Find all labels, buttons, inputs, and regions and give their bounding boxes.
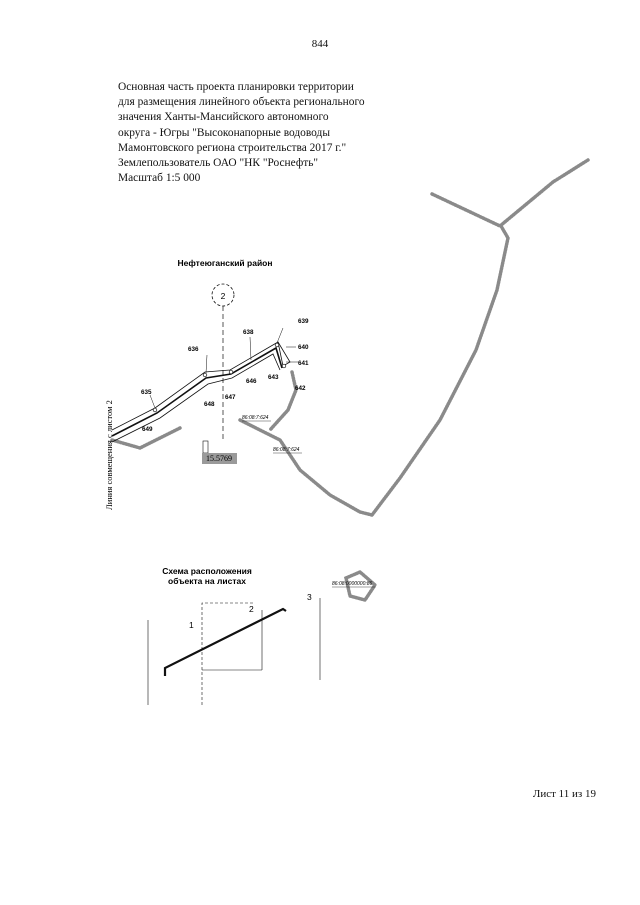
- parcel-label: 15.5769: [206, 454, 232, 463]
- point-label-649: 649: [142, 426, 153, 433]
- schema-sheet-1: 1: [189, 620, 194, 630]
- page-number: 844: [311, 38, 329, 50]
- point-marker: [282, 364, 286, 368]
- point-label-646: 646: [246, 378, 257, 385]
- heading-line: значения Ханты-Мансийского автономного: [118, 111, 329, 124]
- heading-line: Землепользователь ОАО "НК "Роснефть": [118, 157, 319, 170]
- cadastral-number: 86:08:7:624: [242, 415, 269, 421]
- point-label-639: 639: [298, 318, 309, 325]
- scale-line: Масштаб 1:5 000: [118, 172, 201, 185]
- leader-line: [250, 337, 251, 360]
- point-marker: [275, 343, 279, 347]
- point-marker: [203, 373, 207, 377]
- heading-line: округа - Югры "Высоконапорные водоводы: [118, 126, 330, 139]
- heading-line: для размещения линейного объекта регионального: [118, 96, 365, 109]
- schema-sheet-2: 2: [249, 604, 254, 614]
- point-label-642: 642: [295, 385, 306, 392]
- schema-title-line1: Схема расположения: [162, 566, 252, 576]
- point-marker: [153, 408, 157, 412]
- schema-sheet2-border: [202, 603, 255, 705]
- district-label: Нефтеюганский район: [177, 258, 273, 268]
- match-line-label: Линия совмещения с листом 2: [104, 400, 114, 510]
- point-label-635: 635: [141, 389, 152, 396]
- sheet-counter: Лист 11 из 19: [532, 788, 596, 800]
- schema-diagram: [148, 598, 320, 705]
- point-label-643: 643: [268, 374, 279, 381]
- point-label-636: 636: [188, 346, 199, 353]
- parcel-marker: [203, 441, 208, 453]
- territory-boundary: [112, 160, 588, 600]
- schema-sheet-3: 3: [307, 592, 312, 602]
- cadastral-number: 86:08:7:624: [273, 447, 300, 453]
- point-label-648: 648: [204, 401, 215, 408]
- leader-line: [206, 355, 207, 373]
- pipeline-corridor: [112, 342, 290, 442]
- point-label-640: 640: [298, 344, 309, 351]
- point-label-638: 638: [243, 329, 254, 336]
- point-marker: [229, 370, 233, 374]
- sheet-marker-label: 2: [220, 291, 226, 301]
- leader-line: [277, 328, 283, 343]
- heading-line: Мамонтовского региона строительства 2017 г.": [118, 141, 347, 154]
- point-label-641: 641: [298, 360, 309, 367]
- heading-line: Основная часть проекта планировки территории: [118, 81, 354, 93]
- boundary-bottom: [240, 420, 372, 515]
- point-label-647: 647: [225, 394, 236, 401]
- boundary-top: [432, 160, 588, 226]
- cadastral-number: 86:08:0000000:86: [332, 581, 373, 587]
- boundary-right: [372, 226, 508, 515]
- leader-line: [150, 395, 155, 408]
- schema-title-line2: объекта на листах: [168, 576, 246, 586]
- schema-pipeline: [165, 609, 286, 676]
